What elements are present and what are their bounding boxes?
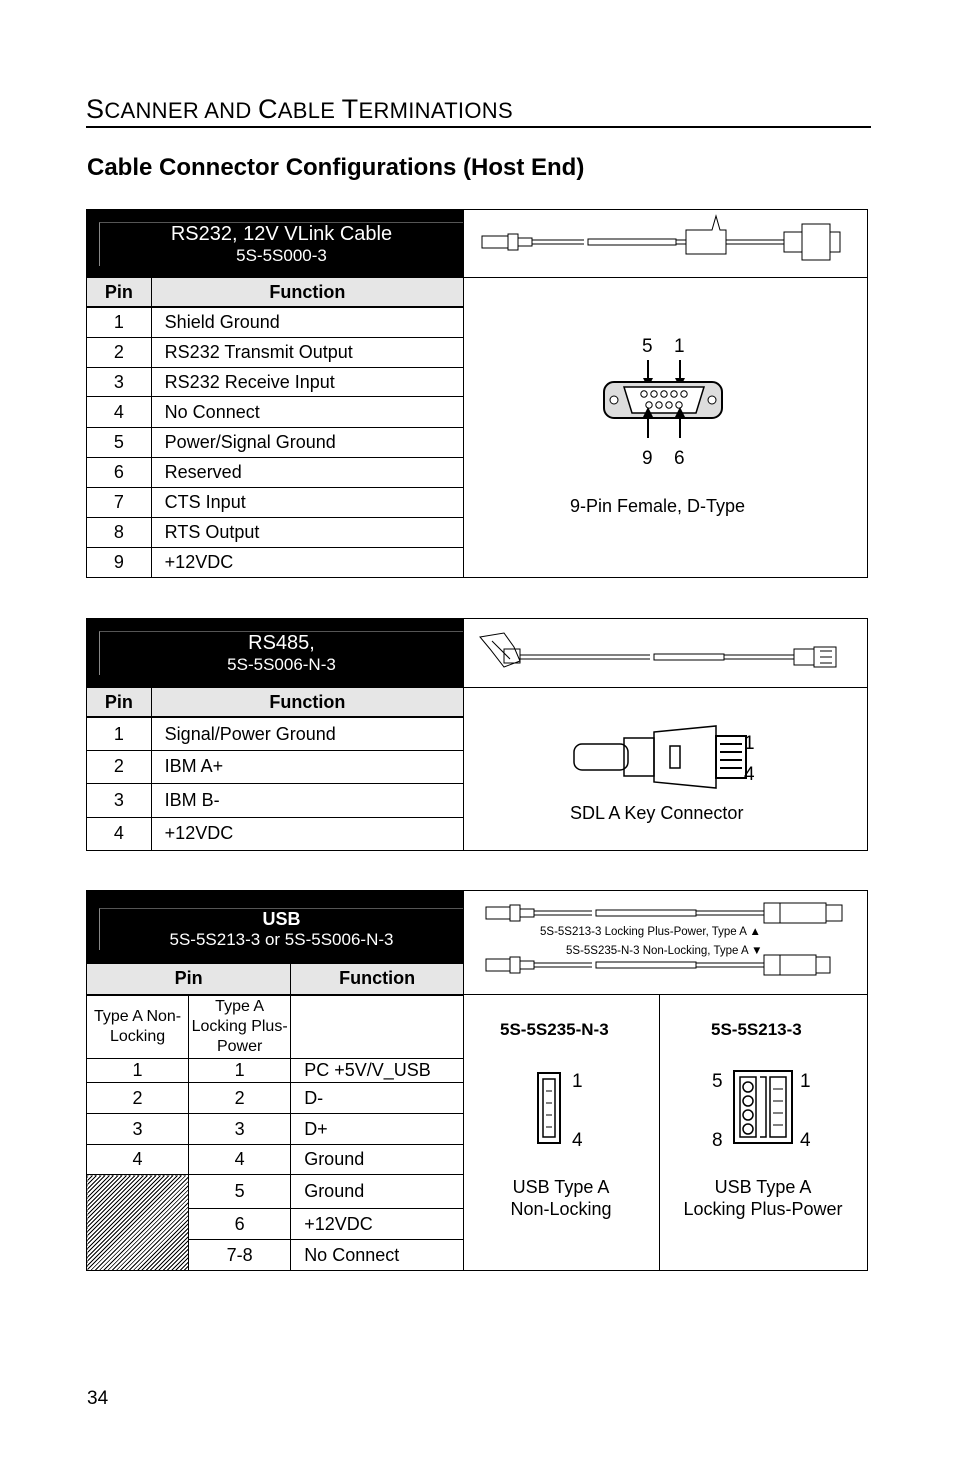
pin-cell: 2 [87, 338, 152, 368]
pin-cell: 1 [87, 717, 152, 750]
pin-cell: 2 [87, 750, 152, 783]
pin-cell: 2 [189, 1083, 291, 1114]
pin-label-8: 8 [711, 1130, 723, 1151]
function-cell: RS232 Transmit Output [151, 338, 463, 368]
pin-label-4: 4 [799, 1130, 811, 1151]
sdl-connector-icon [464, 688, 867, 845]
usb-locking-caption-1: USB Type A [714, 1177, 812, 1197]
rs485-title: RS485, [248, 632, 315, 654]
function-cell: D+ [291, 1114, 464, 1145]
pin-label-5: 5 [711, 1071, 723, 1092]
rs485-part: 5S-5S006-N-3 [227, 655, 336, 674]
pin-cell: 4 [87, 817, 152, 850]
usb-cable-label-1: 5S-5S213-3 Locking Plus-Power, Type A ▲ [539, 926, 761, 938]
rs485-header [87, 619, 464, 688]
rs485-connector-diagram [463, 688, 867, 851]
rs232-title: RS232, 12V VLink Cable [170, 222, 393, 245]
pin-cell: 5 [189, 1175, 291, 1209]
rs485-pin-header: Pin [87, 688, 152, 718]
pin-label-1: 1 [799, 1071, 811, 1092]
pin-label-1: 1 [743, 733, 755, 754]
function-cell: IBM B- [151, 783, 463, 817]
function-cell: No Connect [291, 1240, 464, 1271]
usb-non-locking-caption-2: Non-Locking [510, 1199, 612, 1219]
rs485-cable-illustration [463, 619, 867, 688]
pin-cell: 8 [87, 517, 152, 548]
usb-non-locking-part: 5S-5S235-N-3 [499, 1020, 609, 1039]
section-rule [86, 126, 871, 128]
title-initial: S [86, 94, 105, 124]
usb-cable-label-2: 5S-5S235-N-3 Non-Locking, Type A ▼ [565, 945, 763, 957]
rs232-cable-illustration [463, 210, 867, 278]
rs232-table [86, 209, 868, 578]
pin-label-4: 4 [743, 764, 755, 785]
pin-cell: 4 [87, 1145, 189, 1175]
function-cell: Ground [291, 1175, 464, 1209]
title-initial: C [257, 94, 278, 124]
function-cell: No Connect [151, 397, 463, 428]
title-part: ERMINATIONS [358, 98, 513, 123]
rs485-connector-caption: SDL A Key Connector [569, 803, 744, 823]
function-cell: Signal/Power Ground [151, 717, 463, 750]
pin-label-6: 6 [673, 448, 685, 469]
page-number: 34 [87, 1388, 109, 1409]
hatched-not-applicable [87, 1175, 189, 1271]
rs485-table [86, 618, 868, 851]
usb-locking-caption-2: Locking Plus-Power [683, 1199, 843, 1219]
pin-cell: 7 [87, 488, 152, 518]
pin-cell: 3 [87, 1114, 189, 1145]
pin-cell: 2 [87, 1083, 189, 1114]
pin-cell: 6 [189, 1209, 291, 1240]
rs485-cable-icon [464, 619, 867, 682]
function-cell: Shield Ground [151, 307, 463, 338]
pin-label-9: 9 [641, 448, 653, 469]
pin-label-1: 1 [571, 1071, 583, 1092]
pin-cell: 4 [189, 1145, 291, 1175]
usb-non-locking-caption-1: USB Type A [512, 1177, 610, 1197]
function-cell: Reserved [151, 457, 463, 488]
usb-function-header: Function [291, 964, 464, 995]
rs232-pin-header: Pin [87, 278, 152, 308]
function-cell: CTS Input [151, 488, 463, 518]
rs485-function-header: Function [151, 688, 463, 718]
usb-subheader-locking: Type A Locking Plus-Power [189, 995, 291, 1059]
pin-cell: 7-8 [189, 1240, 291, 1271]
rs232-header [87, 210, 464, 278]
function-cell: Ground [291, 1145, 464, 1175]
pin-label-1: 1 [673, 336, 685, 357]
function-cell: D- [291, 1083, 464, 1114]
function-cell: RS232 Receive Input [151, 367, 463, 397]
function-cell: IBM A+ [151, 750, 463, 783]
usb-subheader-blank [291, 995, 464, 1059]
usb-cable-illustration [463, 891, 867, 995]
pin-cell: 3 [189, 1114, 291, 1145]
usb-header [87, 891, 464, 964]
usb-locking-diagram [659, 995, 867, 1271]
usb-locking-part: 5S-5S213-3 [710, 1020, 802, 1039]
usb-non-locking-diagram [463, 995, 659, 1271]
rs232-cable-icon [464, 210, 867, 272]
usb-cable-icon [464, 891, 866, 989]
db9-connector-icon [464, 278, 867, 572]
page-heading: Cable Connector Configurations (Host End) [87, 154, 585, 181]
function-cell: +12VDC [151, 548, 463, 578]
usb-title: USB [262, 909, 301, 930]
usb-subheader-non-locking: Type A Non-Locking [87, 995, 189, 1059]
pin-cell: 6 [87, 457, 152, 488]
usb-table [86, 890, 868, 1271]
title-part: CANNER AND [104, 98, 258, 123]
pin-label-5: 5 [641, 336, 653, 357]
rs232-function-header: Function [151, 278, 463, 308]
pin-cell: 3 [87, 367, 152, 397]
rs232-connector-diagram [463, 278, 867, 578]
pin-cell: 1 [87, 307, 152, 338]
section-title [86, 94, 513, 125]
pin-cell: 3 [87, 783, 152, 817]
pin-label-4: 4 [571, 1130, 583, 1151]
function-cell: +12VDC [151, 817, 463, 850]
pin-cell: 1 [189, 1059, 291, 1083]
usb-part: 5S-5S213-3 or 5S-5S006-N-3 [169, 930, 394, 950]
function-cell: Power/Signal Ground [151, 427, 463, 457]
title-part: ABLE [277, 98, 342, 123]
rs232-connector-caption: 9-Pin Female, D-Type [569, 496, 746, 516]
usb-a-locking-icon [660, 995, 867, 1265]
title-initial: T [341, 94, 359, 124]
pin-cell: 9 [87, 548, 152, 578]
pin-cell: 5 [87, 427, 152, 457]
function-cell: +12VDC [291, 1209, 464, 1240]
usb-a-non-locking-icon [464, 995, 659, 1265]
usb-pin-header: Pin [87, 964, 291, 995]
pin-cell: 1 [87, 1059, 189, 1083]
function-cell: RTS Output [151, 517, 463, 548]
pin-cell: 4 [87, 397, 152, 428]
function-cell: PC +5V/V_USB [291, 1059, 464, 1083]
rs232-part: 5S-5S000-3 [236, 245, 327, 265]
